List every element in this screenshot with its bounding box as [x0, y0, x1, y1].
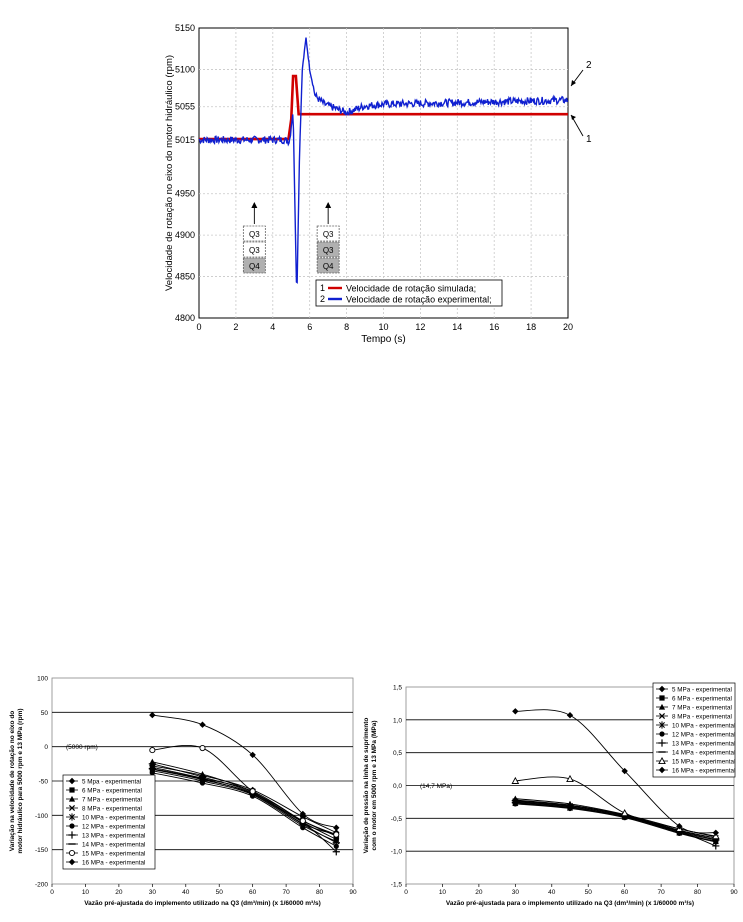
y-tick-label-2: -200	[34, 881, 48, 889]
reference-label-3: (14,7 MPa)	[420, 783, 453, 790]
legend-label-0: Velocidade de rotação simulada;	[346, 283, 477, 294]
x-tick-label-2: 70	[282, 889, 290, 896]
curve-label-1: 1	[586, 134, 592, 145]
legend-label-2-8: 15 MPa - experimental	[82, 850, 146, 858]
y-tick-label-3: -0,5	[390, 815, 402, 823]
data-point-2-8	[334, 832, 339, 837]
y-tick-label-2: -150	[34, 847, 48, 855]
x-tick-label-1: 4	[270, 322, 276, 332]
legend-label-1: Velocidade de rotação experimental;	[346, 294, 492, 305]
x-tick-label-3: 10	[438, 889, 447, 896]
legend-marker-3-1	[659, 695, 664, 700]
x-tick-label-2: 20	[115, 889, 123, 896]
legend-label-2-6: 13 MPa - experimental	[82, 832, 146, 840]
x-tick-label-1: 10	[378, 322, 389, 332]
y-tick-label-1: 5100	[174, 64, 195, 75]
data-point-2-5	[200, 780, 205, 785]
x-axis-label-2: Vazão pré-ajustada do implemento utilizado na Q3 (dm³/min) (x 1/60000 m³/s)	[84, 900, 321, 907]
x-tick-label-1: 18	[526, 322, 537, 332]
legend-label-2-9: 16 MPa - experimental	[82, 859, 146, 867]
x-tick-label-1: 6	[307, 322, 313, 332]
y-tick-label-3: 1,0	[392, 717, 402, 725]
x-axis-label-3: Vazão pré-ajustada para o implemento utilizado na Q3 (dm³/min) (x 1/60000 m³/s)	[445, 900, 695, 907]
legend-label-2-4: 10 MPa - experimental	[82, 814, 146, 822]
x-tick-label-1: 16	[489, 322, 500, 332]
y-tick-label-2: 50	[40, 709, 48, 717]
legend-label-3-2: 7 MPa - experimental	[672, 704, 732, 712]
y-tick-label-1: 5015	[174, 134, 195, 145]
legend-label-3-4: 10 MPa - experimental	[672, 722, 736, 730]
x-tick-label-2: 40	[182, 889, 190, 896]
x-tick-label-1: 14	[452, 322, 463, 332]
y-tick-label-1: 4950	[174, 188, 195, 199]
y-tick-label-1: 4850	[174, 271, 195, 282]
x-tick-label-2: 0	[50, 889, 54, 896]
y-axis-label-3-line2: com o motor em 5000 rpm e 13 MPa (MPa)	[371, 720, 378, 851]
legend-label-3-1: 6 MPa - experimental	[672, 695, 732, 703]
y-tick-label-2: 100	[37, 675, 48, 683]
data-point-2-8	[300, 818, 305, 823]
legend-marker-2-8	[69, 850, 74, 855]
x-tick-label-2: 90	[349, 889, 357, 896]
y-tick-label-3: 0,5	[392, 750, 402, 758]
x-tick-label-1: 2	[233, 322, 239, 332]
data-point-2-8	[200, 745, 205, 750]
x-tick-label-1: 12	[415, 322, 426, 332]
x-tick-label-2: 30	[148, 889, 156, 896]
y-tick-label-2: 0	[44, 744, 48, 752]
legend-label-3-7: 14 MPa - experimental	[672, 749, 736, 757]
y-tick-label-3: 0,0	[392, 783, 402, 790]
y-tick-label-3: -1,5	[390, 881, 402, 889]
x-tick-label-3: 20	[475, 889, 483, 896]
legend-marker-2-1	[69, 787, 74, 792]
legend-label-2-1: 6 MPa - experimental	[82, 787, 142, 795]
legend-number-0: 1	[320, 283, 326, 293]
legend-label-3-3: 8 MPa - experimental	[672, 713, 732, 721]
legend-label-2-5: 12 MPa - experimental	[82, 823, 146, 831]
y-axis-label-3-line1: Variação de pressão na linha de suprimento	[363, 717, 370, 854]
x-tick-label-3: 70	[657, 889, 665, 896]
legend-label-3-6: 13 MPa - experimental	[672, 740, 736, 748]
y-tick-label-2: -100	[34, 812, 48, 820]
q-box-label-0-1: Q3	[249, 246, 260, 255]
y-tick-label-2: -50	[38, 778, 48, 786]
data-point-2-8	[250, 789, 255, 794]
legend-label-3-5: 12 MPa - experimental	[672, 731, 736, 739]
y-tick-label-3: -1,0	[390, 848, 402, 856]
reference-label-2: (5000 rpm)	[66, 744, 98, 752]
x-tick-label-3: 50	[584, 889, 592, 896]
x-tick-label-3: 0	[404, 889, 408, 896]
legend-label-3-0: 5 MPa - experimental	[672, 686, 732, 694]
q-box-label-0-0: Q3	[249, 230, 260, 239]
q-box-label-1-0: Q3	[322, 230, 334, 239]
legend-marker-2-5	[69, 823, 74, 828]
x-tick-label-2: 10	[81, 889, 90, 896]
y-tick-label-3: 1,5	[392, 684, 402, 692]
q-box-label-0-2: Q4	[249, 262, 260, 271]
y-tick-label-1: 5150	[174, 23, 195, 33]
data-point-2-5	[150, 770, 155, 775]
data-point-2-5	[334, 844, 339, 849]
y-tick-label-1: 4900	[174, 230, 195, 241]
data-point-2-8	[150, 748, 155, 753]
legend-label-2-2: 7 MPa - experimental	[82, 796, 142, 804]
legend-label-2-7: 14 MPa - experimental	[82, 841, 146, 849]
legend-label-2-3: 8 MPa - experimental	[82, 805, 142, 813]
legend-marker-3-5	[659, 731, 664, 736]
x-tick-label-3: 90	[730, 889, 738, 896]
y-axis-label-1: Velocidade de rotação no eixo do motor hidráulico (rpm)	[164, 54, 175, 292]
x-tick-label-1: 0	[196, 322, 202, 332]
y-axis-label-2-line1: Variação na velocidade de rotação no eixo do	[9, 710, 16, 852]
x-tick-label-1: 20	[562, 322, 574, 332]
legend-label-3-9: 16 MPa - experimental	[672, 767, 736, 775]
legend-label-2-0: 5 Mpa - experimental	[82, 778, 142, 786]
q-box-label-1-2: Q4	[322, 262, 334, 271]
x-tick-label-3: 60	[621, 889, 629, 896]
x-tick-label-3: 80	[693, 889, 702, 896]
x-tick-label-2: 60	[249, 889, 257, 896]
x-axis-label-1: Tempo (s)	[361, 334, 406, 345]
y-axis-label-2-line2: motor hidráulico para 5000 rpm e 13 MPa (rpm)	[17, 708, 24, 854]
data-point-2-5	[300, 825, 305, 830]
x-tick-label-2: 80	[315, 889, 324, 896]
legend-number-1: 2	[320, 294, 326, 304]
legend-label-3-8: 15 MPa - experimental	[672, 758, 736, 766]
y-tick-label-1: 5055	[174, 101, 195, 112]
q-box-label-1-1: Q3	[322, 246, 334, 255]
x-tick-label-3: 40	[548, 889, 556, 896]
curve-label-2: 2	[586, 60, 592, 71]
x-tick-label-3: 30	[511, 889, 519, 896]
y-tick-label-1: 4800	[174, 313, 195, 323]
x-tick-label-1: 8	[344, 322, 350, 332]
x-tick-label-2: 50	[215, 889, 223, 896]
